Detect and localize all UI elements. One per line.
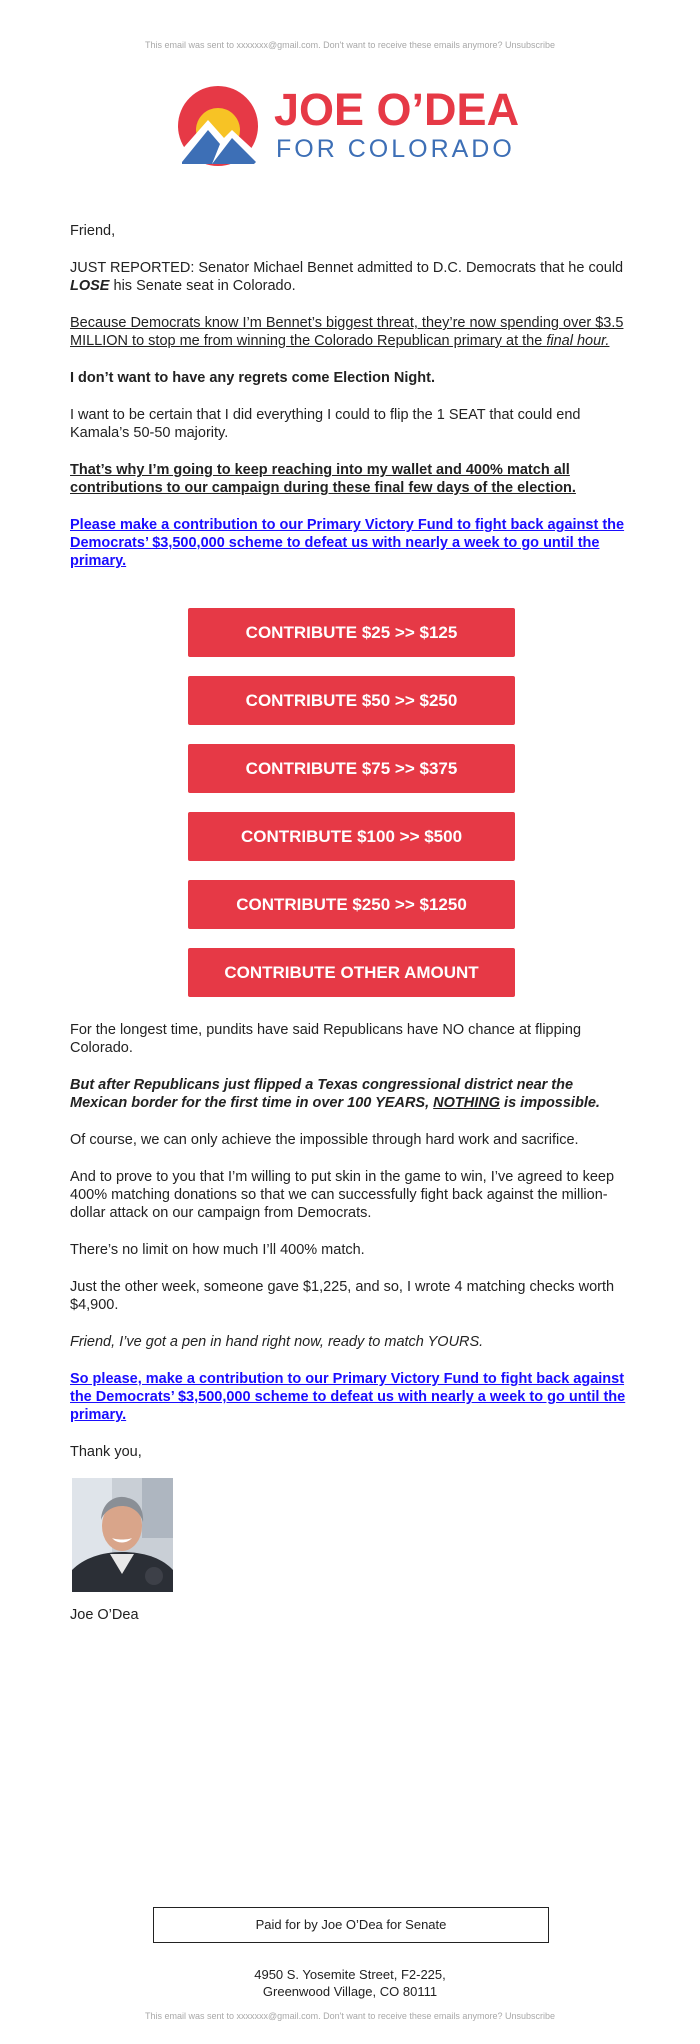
candidate-photo	[72, 1478, 173, 1592]
preheader-bottom	[0, 2011, 700, 2021]
contribute-50-button[interactable]: CONTRIBUTE $50 >> $250	[188, 676, 515, 725]
paragraph-texas-flip	[70, 1076, 630, 1112]
contribute-other-button[interactable]: CONTRIBUTE OTHER AMOUNT	[188, 948, 515, 997]
unsubscribe-link[interactable]: Unsubscribe	[504, 40, 556, 50]
contribute-100-button[interactable]: CONTRIBUTE $100 >> $500	[188, 812, 515, 861]
p7-text-a: But after Republicans just flipped a Texas congressional district near the Mexican border for the first time in over 100 YEARS,	[70, 1077, 574, 1111]
p2-emphasis: final hour.	[546, 333, 610, 349]
p7-underline: NOTHING	[433, 1095, 501, 1111]
signature-name: Joe O’Dea	[70, 1607, 139, 1623]
paid-for-box	[153, 1907, 549, 1943]
paid-for-text: Paid for by Joe O’Dea for Senate	[255, 1917, 447, 1932]
paragraph-just-reported	[70, 259, 630, 295]
paragraph-pen-in-hand: Friend, I’ve got a pen in hand right now, ready to match YOURS.	[70, 1334, 484, 1350]
logo-name: JOE O’DEA	[274, 84, 520, 135]
paragraph-hard-work: Of course, we can only achieve the impossible through hard work and sacrifice.	[70, 1132, 579, 1148]
campaign-logo[interactable]	[172, 86, 532, 166]
unsubscribe-link[interactable]: Unsubscribe	[504, 2011, 556, 2021]
paragraph-democrats-spending	[70, 314, 630, 350]
preheader-text: This email was sent to xxxxxxx@gmail.com. Don't want to receive these emails anymore?	[144, 2011, 503, 2021]
closing: Thank you,	[70, 1444, 142, 1460]
mountain-sun-icon	[172, 86, 264, 166]
paragraph-flip-seat: I want to be certain that I did everything I could to flip the 1 SEAT that could end Kamala’s 50-50 majority.	[70, 407, 581, 441]
p7-text-b: is impossible.	[500, 1095, 600, 1111]
address-line-2: Greenwood Village, CO 80111	[262, 1984, 438, 1999]
paragraph-pundits: For the longest time, pundits have said Republicans have NO chance at flipping Colorado.	[70, 1022, 582, 1056]
preheader-top	[0, 40, 700, 50]
paragraph-match-pledge: That’s why I’m going to keep reaching into my wallet and 400% match all contributions to our campaign during these final few days of the election.	[70, 462, 576, 496]
paragraph-no-limit: There’s no limit on how much I’ll 400% match.	[70, 1242, 365, 1258]
email-body	[70, 222, 630, 1643]
p1-text-a: JUST REPORTED: Senator Michael Bennet admitted to D.C. Democrats that he could	[70, 260, 624, 276]
paragraph-link-1	[70, 516, 630, 570]
paragraph-matching-checks: Just the other week, someone gave $1,225, and so, I wrote 4 matching checks worth $4,900.	[70, 1279, 615, 1313]
contribute-75-button[interactable]: CONTRIBUTE $75 >> $375	[188, 744, 515, 793]
p1-emphasis: LOSE	[70, 278, 110, 294]
paragraph-no-regrets: I don’t want to have any regrets come Election Night.	[70, 370, 435, 386]
contribution-link-1[interactable]: Please make a contribution to our Primary Victory Fund to fight back against the Democrats’ $3,500,000 scheme to defeat us with nearly a week to go until the primary.	[70, 517, 625, 569]
paragraph-skin-in-game: And to prove to you that I’m willing to put skin in the game to win, I’ve agreed to keep 400% matching donations so that we can successfully fight back against the million-dollar attack on our campaign from Democrats.	[70, 1169, 615, 1221]
logo-tagline: FOR COLORADO	[276, 135, 515, 163]
address-line-1: 4950 S. Yosemite Street, F2-225,	[254, 1967, 446, 1982]
paragraph-link-2	[70, 1370, 630, 1424]
contribute-button-group	[70, 608, 630, 997]
body-continued	[70, 1021, 630, 1624]
preheader-text: This email was sent to xxxxxxx@gmail.com. Don't want to receive these emails anymore?	[144, 40, 503, 50]
p2-text-a: Because Democrats know I’m Bennet’s biggest threat, they’re now spending over $3.5 MILLION to stop me from winning the Colorado Republican primary at the	[70, 315, 624, 349]
contribution-link-2[interactable]: So please, make a contribution to our Primary Victory Fund to fight back against the Democrats’ $3,500,000 scheme to defeat us with nearly a week to go until the primary.	[70, 1371, 626, 1423]
mailing-address	[0, 1966, 700, 2000]
p1-text-b: his Senate seat in Colorado.	[109, 278, 296, 294]
contribute-25-button[interactable]: CONTRIBUTE $25 >> $125	[188, 608, 515, 657]
greeting: Friend,	[70, 223, 116, 239]
contribute-250-button[interactable]: CONTRIBUTE $250 >> $1250	[188, 880, 515, 929]
